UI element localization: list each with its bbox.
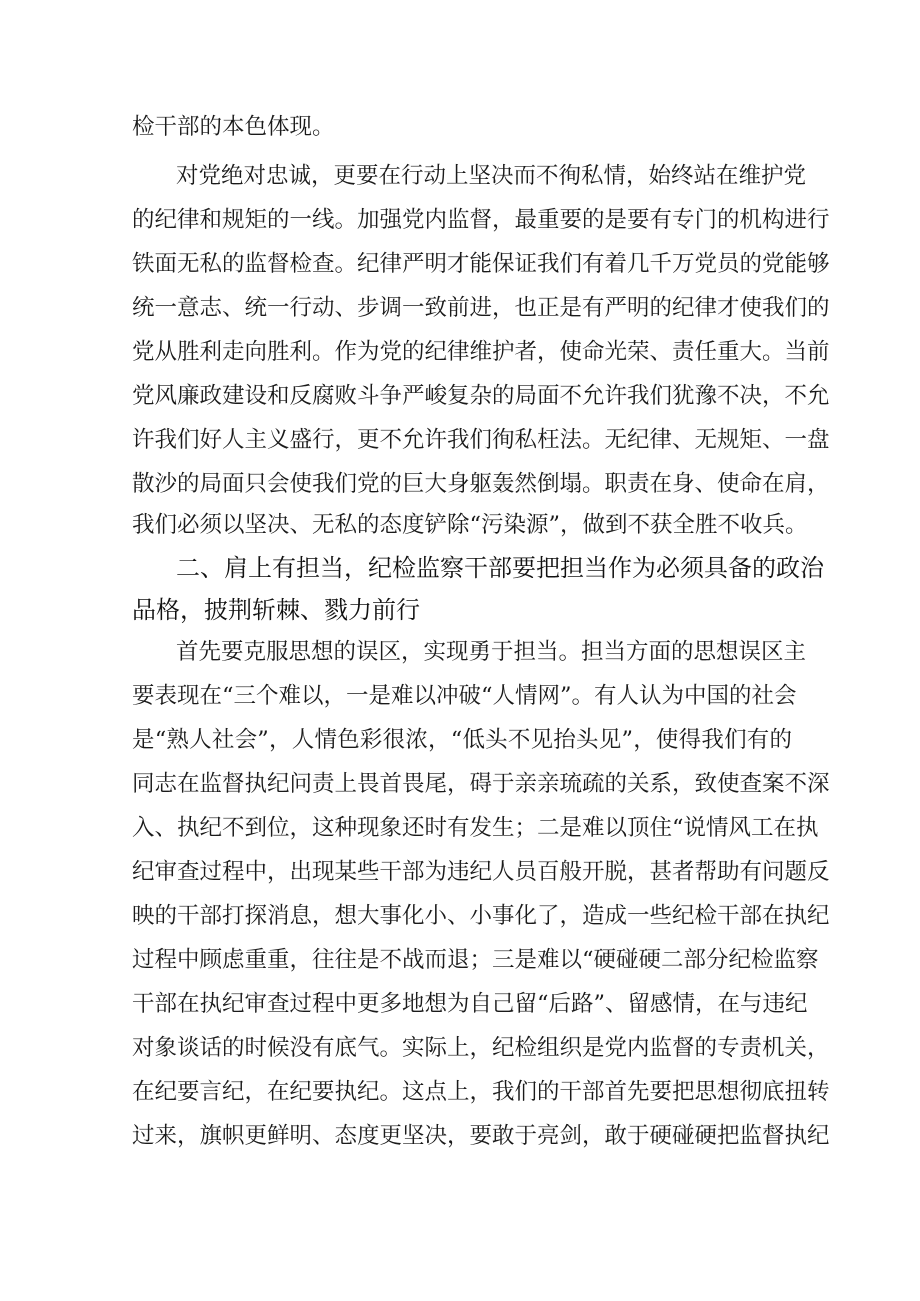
text-line: 铁面无私的监督检查。纪律严明才能保证我们有着几千万党员的党能够 [132, 251, 830, 277]
text-line: 统一意志、统一行动、步调一致前进，也正是有严明的纪律才使我们的 [132, 295, 830, 321]
text-line: 纪审查过程中，出现某些干部为违纪人员百般开脱，甚者帮助有问题反 [132, 859, 830, 885]
text-line: 党风廉政建设和反腐败斗争严峻复杂的局面不允许我们犹豫不决，不允 [132, 383, 830, 409]
paragraph-first-line: 首先要克服思想的误区，实现勇于担当。担当方面的思想误区主 [176, 639, 807, 665]
text-line: 同志在监督执纪问责上畏首畏尾，碍于亲亲琉疏的关系，致使查案不深 [132, 771, 830, 797]
text-line: 是“熟人社会”，人情色彩很浓，“低头不见抬头见”，使得我们有的 [132, 727, 792, 753]
text-line: 检干部的本色体现。 [132, 114, 335, 140]
text-line: 过来，旗帜更鲜明、态度更坚决，要敢于亮剑，敢于硬碰硬把监督执纪 [132, 1123, 830, 1149]
text-line: 对象谈话的时候没有底气。实际上，纪检组织是党内监督的专责机关， [132, 1035, 830, 1061]
text-line: 散沙的局面只会使我们党的巨大身躯轰然倒塌。职责在身、使命在肩， [132, 471, 830, 497]
text-line: 在纪要言纪，在纪要执纪。这点上，我们的干部首先要把思想彻底扭转 [132, 1079, 830, 1105]
text-line: 的纪律和规矩的一线。加强党内监督，最重要的是要有专门的机构进行 [132, 207, 830, 233]
text-line: 映的干部打探消息，想大事化小、小事化了，造成一些纪检干部在执纪 [132, 903, 830, 929]
text-line: 党从胜利走向胜利。作为党的纪律维护者，使命光荣、责任重大。当前 [132, 339, 830, 365]
text-line: 要表现在“三个难以，一是难以冲破“人情网”。有人认为中国的社会 [132, 683, 797, 709]
section-heading-continuation: 品格，披荆斩棘、戮力前行 [132, 596, 420, 624]
paragraph-first-line: 对党绝对忠诚，更要在行动上坚决而不徇私情，始终站在维护党 [176, 163, 807, 189]
text-line: 入、执纪不到位，这种现象还时有发生；二是难以顶住“说情风工在执 [132, 815, 819, 841]
text-line: 过程中顾虑重重，往往是不战而退；三是难以“硬碰硬二部分纪检监察 [132, 947, 819, 973]
section-heading: 二、肩上有担当，纪检监察干部要把担当作为必须具备的政治 [176, 554, 824, 582]
text-line: 我们必须以坚决、无私的态度铲除“污染源”，做到不获全胜不收兵。 [132, 512, 808, 538]
text-line: 干部在执纪审查过程中更多地想为自己留“后路”、留感情，在与违纪 [132, 991, 808, 1017]
text-line: 许我们好人主义盛行，更不允许我们徇私枉法。无纪律、无规矩、一盘 [132, 427, 830, 453]
